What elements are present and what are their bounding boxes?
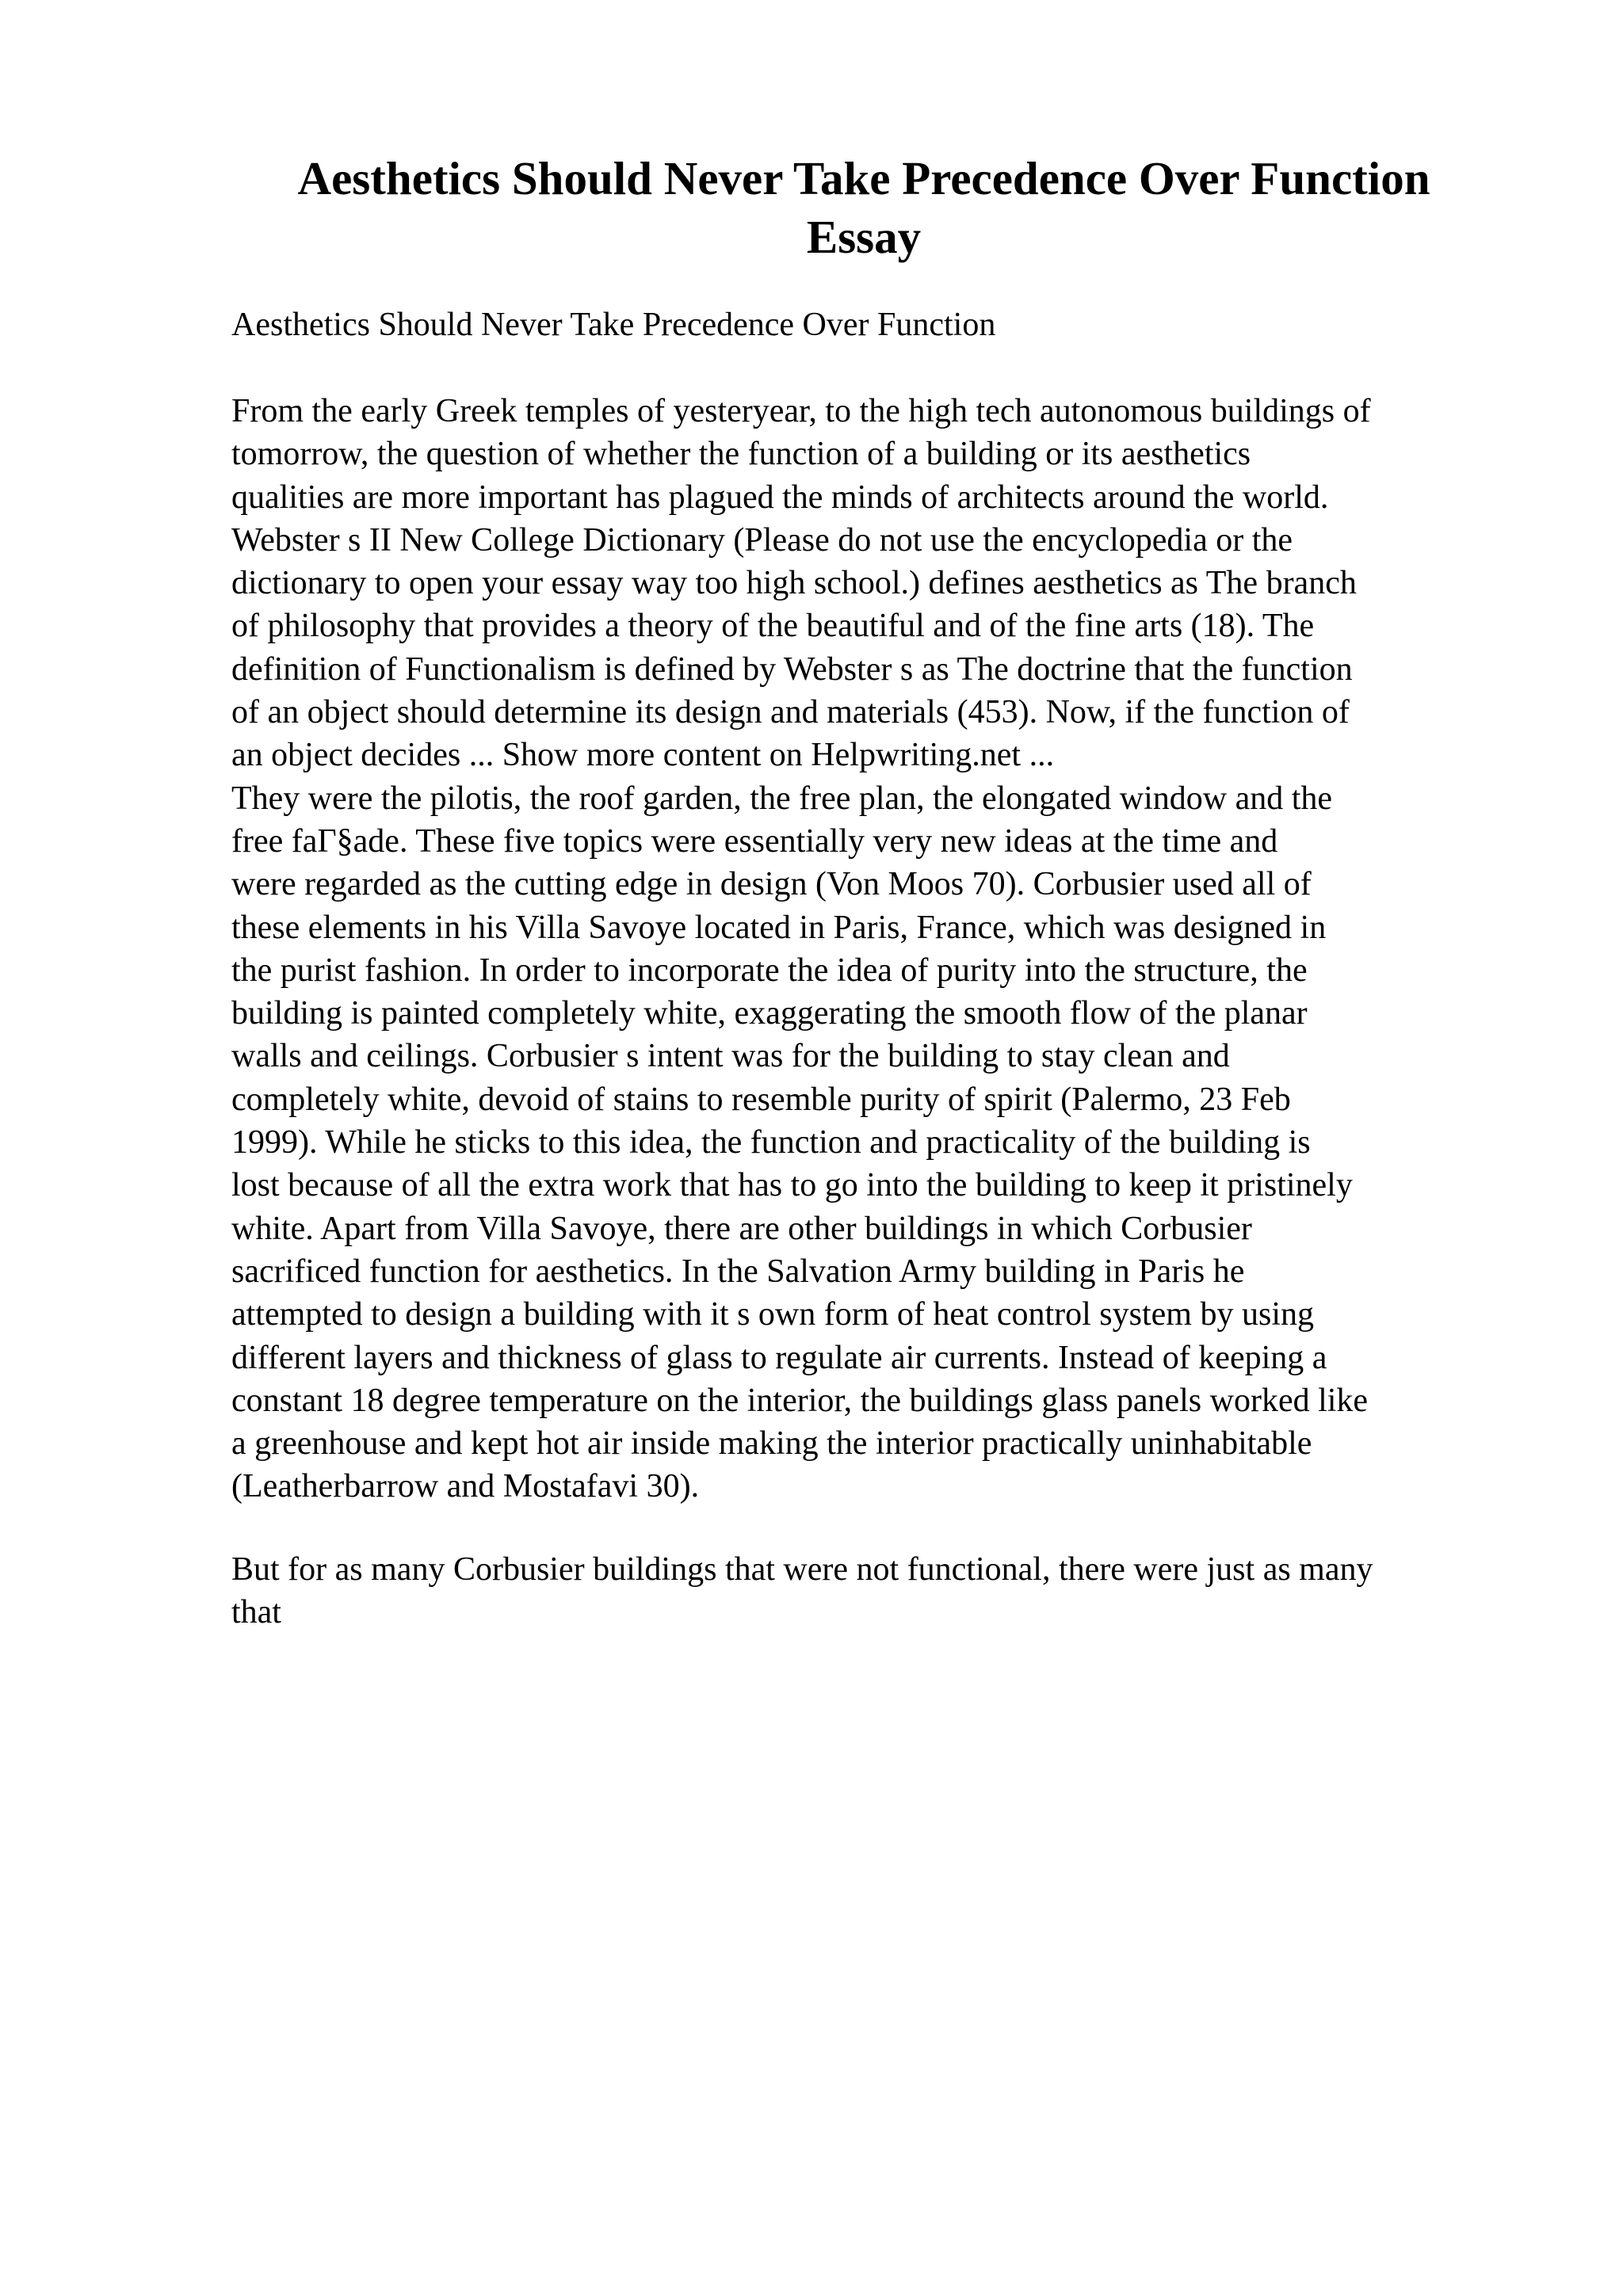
text-line: They were the pilotis, the roof garden, the free plan, the elongated window and the [231, 780, 1333, 817]
text-line: a greenhouse and kept hot air inside making the interior practically uninhabitable [231, 1425, 1312, 1463]
text-line: constant 18 degree temperature on the interior, the buildings glass panels worked like [231, 1382, 1369, 1419]
text-line: the purist fashion. In order to incorporate the idea of purity into the structure, the [231, 952, 1308, 989]
text-line: sacrificed function for aesthetics. In the Salvation Army building in Paris he [231, 1253, 1245, 1290]
text-line: 1999). While he sticks to this idea, the function and practicality of the building is [231, 1124, 1311, 1161]
paragraph-1 [231, 390, 1371, 1508]
text-line: tomorrow, the question of whether the function of a building or its aesthetics [231, 436, 1251, 473]
text-line: lost because of all the extra work that has to go into the building to keep it pristinely [231, 1167, 1353, 1204]
text-line: were regarded as the cutting edge in design (Von Moos 70). Corbusier used all of [231, 866, 1312, 903]
text-line: an object decides ... Show more content on Helpwriting.net ... [231, 737, 1055, 774]
text-line: white. Apart from Villa Savoye, there are other buildings in which Corbusier [231, 1210, 1252, 1247]
text-line: (Leatherbarrow and Mostafavi 30). [231, 1468, 700, 1505]
document-subtitle: Aesthetics Should Never Take Precedence Over Function [231, 307, 996, 343]
text-line: building is painted completely white, exaggerating the smooth flow of the planar [231, 995, 1308, 1032]
text-line: different layers and thickness of glass to regulate air currents. Instead of keeping a [231, 1339, 1327, 1376]
text-line: of philosophy that provides a theory of the beautiful and of the fine arts (18). The [231, 608, 1315, 645]
title-line: Aesthetics Should Never Take Precedence Over Function [297, 152, 1430, 204]
text-line: free faΓ§ade. These five topics were essentially very new ideas at the time and [231, 822, 1278, 860]
text-line: Webster s II New College Dictionary (Please do not use the encyclopedia or the [231, 521, 1293, 559]
text-line: attempted to design a building with it s own form of heat control system by using [231, 1296, 1314, 1333]
text-line: dictionary to open your essay way too high school.) defines aesthetics as The branch [231, 565, 1357, 602]
title-line: Essay [806, 211, 922, 263]
document-title [230, 149, 1498, 266]
text-line: qualities are more important has plagued the minds of architects around the world. [231, 479, 1329, 516]
paragraph-2 [231, 1548, 1373, 1634]
text-line: But for as many Corbusier buildings that were not functional, there were just as many [231, 1551, 1373, 1588]
text-line: completely white, devoid of stains to resemble purity of spirit (Palermo, 23 Feb [231, 1081, 1291, 1118]
text-line: that [231, 1594, 281, 1631]
text-line: these elements in his Villa Savoye located in Paris, France, which was designed in [231, 909, 1327, 946]
text-line: of an object should determine its design and materials (453). Now, if the function of [231, 694, 1350, 731]
text-line: From the early Greek temples of yesteryear, to the high tech autonomous buildings of [231, 393, 1371, 429]
text-line: walls and ceilings. Corbusier s intent was for the building to stay clean and [231, 1038, 1230, 1075]
text-line: definition of Functionalism is defined by Webster s as The doctrine that the function [231, 650, 1353, 688]
